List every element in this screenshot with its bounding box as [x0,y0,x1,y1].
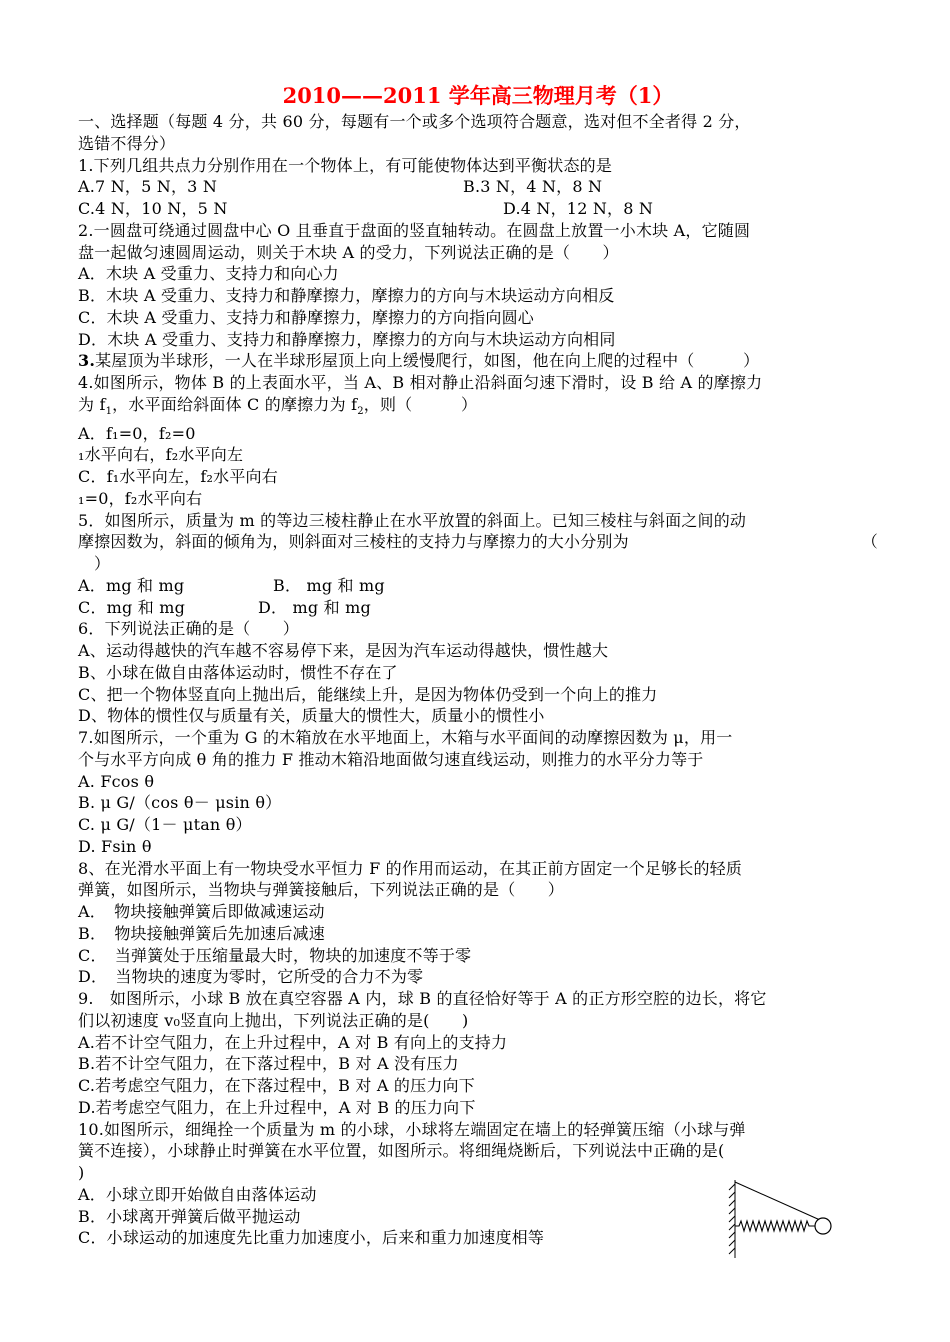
q5-option-d: D． mg 和 mg [258,597,371,617]
q5-options-row1 [78,575,878,597]
q4-option-a: A．f₁=0，f₂=0 [78,423,196,443]
q1-option-b: B.3 N，4 N，8 N [463,177,603,197]
q4-option-c: C．f₁水平向左，f₂水平向右 [78,467,278,487]
q3-text: 某屋顶为半球形，一人在半球形屋顶上向上缓慢爬行，如图，他在向上爬的过程中（ ） [95,351,760,371]
q4-line2-part-a: 为 f [78,394,106,414]
q10-stem-line1: 10.如图所示，细绳拴一个质量为 m 的小球，小球将左端固定在墙上的轻弹簧压缩（小球与弹 [78,1119,746,1139]
q7-option-c: C. μ G/（1－ μtan θ） [78,815,252,835]
section-instructions-line1: 一、选择题（每题 4 分，共 60 分，每题有一个或多个选项符合题意，选对但不全者得 2 分， [78,112,751,131]
q10-option-c: C．小球运动的加速度先比重力加速度小，后来和重力加速度相等 [78,1228,545,1248]
q2-option-c: C．木块 A 受重力、支持力和静摩擦力，摩擦力的方向指向圆心 [78,307,534,327]
q1-stem: 1.下列几组共点力分别作用在一个物体上，有可能使物体达到平衡状态的是 [78,155,613,175]
q7-option-a: A. Fcos θ [78,771,155,791]
q5-options-row2 [78,597,878,619]
q2-stem-line1: 2.一圆盘可绕通过圆盘中心 O 且垂直于盘面的竖直轴转动。在圆盘上放置一小木块 A，它随圆 [78,220,751,240]
q9-option-d: D.若考虑空气阻力，在上升过程中，A 对 B 的压力向下 [78,1097,476,1117]
q8-stem-line1: 8、在光滑水平面上有一物块受水平恒力 F 的作用而运动，在其正前方固定一个足够长的轻质 [78,858,743,878]
q1-option-c: C.4 N，10 N，5 N [78,199,228,218]
q4-option-b: ₁水平向右，f₂水平向左 [78,445,244,465]
ball [815,1218,831,1234]
q2-option-b: B．木块 A 受重力、支持力和静摩擦力，摩擦力的方向与木块运动方向相反 [78,286,615,305]
q6-option-c: C、把一个物体竖直向上抛出后，能继续上升，是因为物体仍受到一个向上的推力 [78,684,658,704]
q1-options-row2 [78,198,878,220]
q10-spring-ball-figure [727,1178,847,1260]
q2-option-a: A．木块 A 受重力、支持力和向心力 [78,264,339,284]
string-line [735,1182,820,1220]
spring-coil [735,1221,815,1231]
q7-stem-line2: 个与水平方向成 θ 角的推力 F 推动木箱沿地面做匀速直线运动，则推力的水平分力等于 [78,749,704,769]
q8-option-a: A． 物块接触弹簧后即做减速运动 [78,902,325,922]
q5-option-c: C．mg 和 mg [78,597,186,617]
q6-option-a: A、运动得越快的汽车越不容易停下来，是因为汽车运动得越快，惯性越大 [78,641,609,661]
q7-option-d: D. Fsin θ [78,836,152,856]
q10-stem-line2: 簧不连接），小球静止时弹簧在水平位置，如图所示。将细绳烧断后，下列说法中正确的是( [78,1141,725,1161]
q8-option-c: C． 当弹簧处于压缩量最大时，物块的加速度不等于零 [78,945,472,965]
q10-option-a: A．小球立即开始做自由落体运动 [78,1184,317,1204]
q1-option-d: D.4 N，12 N，8 N [503,199,654,218]
wall-hatch [729,1180,735,1258]
q5-line2-text: 摩擦因数为，斜面的倾角为，则斜面对三棱柱的支持力与摩擦力的大小分别为 [78,532,629,552]
exam-page [78,83,878,1249]
q7-option-b: B. μ G/（cos θ－ μsin θ） [78,793,282,813]
q4-stem-line2 [78,394,878,423]
q5-stem-line2 [78,531,878,553]
q3-number: 3. [78,351,96,371]
q6-option-b: B、小球在做自由落体运动时，惯性不存在了 [78,662,398,682]
q1-options-row1 [78,176,878,198]
q4-option-d: ₁=0，f₂水平向右 [78,488,203,508]
q3-stem [78,350,878,372]
page-title: 2010——2011 学年高三物理月考（1） [282,83,674,108]
q5-option-a: A．mg 和 mg [78,575,185,595]
q4-stem-line1: 4.如图所示，物体 B 的上表面水平，当 A、B 相对静止沿斜面匀速下滑时，设 B 给 A 的摩擦力 [78,373,763,392]
q7-stem-line1: 7.如图所示，一个重为 G 的木箱放在水平地面上，木箱与水平面间的动摩擦因数为 μ，用一 [78,728,733,748]
q5-option-b: B． mg 和 mg [273,575,385,595]
q6-stem: 6．下列说法正确的是（ ） [78,619,299,639]
q4-line2-part-b: ，水平面给斜面体 C 的摩擦力为 f [112,394,358,414]
q4-sub-1: 1 [105,405,113,417]
q5-line2-paren: （ [861,532,878,552]
q8-option-b: B． 物块接触弹簧后先加速后减速 [78,923,325,943]
q10-stem-line3: ) [78,1163,85,1183]
q9-option-b: B.若不计空气阻力，在下落过程中，B 对 A 没有压力 [78,1054,459,1074]
q8-stem-line2: 弹簧，如图所示，当物块与弹簧接触后，下列说法正确的是（ ） [78,880,565,900]
q9-option-a: A.若不计空气阻力，在上升过程中，A 对 B 有向上的支持力 [78,1032,508,1052]
q2-option-d: D．木块 A 受重力、支持力和静摩擦力，摩擦力的方向与木块运动方向相同 [78,329,616,349]
q9-stem-line2: 们以初速度 v₀竖直向上抛出，下列说法正确的是( ) [78,1010,469,1030]
q8-option-d: D． 当物块的速度为零时，它所受的合力不为零 [78,967,424,987]
q9-stem-line1: 9. 如图所示，小球 B 放在真空容器 A 内，球 B 的直径恰好等于 A 的正方形空腔的边长，将它 [78,989,767,1009]
section-instructions-line2: 选错不得分） [78,133,176,153]
q4-line2-part-c: ，则（ ） [363,394,478,414]
q2-stem-line2: 盘一起做匀速圆周运动，则关于木块 A 的受力，下列说法正确的是（ ） [78,242,619,262]
q5-stem-line1: 5．如图所示，质量为 m 的等边三棱柱静止在水平放置的斜面上。已知三棱柱与斜面之间的动 [78,510,747,530]
q5-stem-line3: ） [94,554,111,574]
q4-sub-2: 2 [357,405,364,417]
q9-option-c: C.若考虑空气阻力，在下落过程中，B 对 A 的压力向下 [78,1076,475,1096]
q6-option-d: D、物体的惯性仅与质量有关，质量大的惯性大，质量小的惯性小 [78,706,545,726]
q1-option-a: A.7 N，5 N，3 N [78,177,218,197]
q10-option-b: B．小球离开弹簧后做平抛运动 [78,1206,301,1226]
